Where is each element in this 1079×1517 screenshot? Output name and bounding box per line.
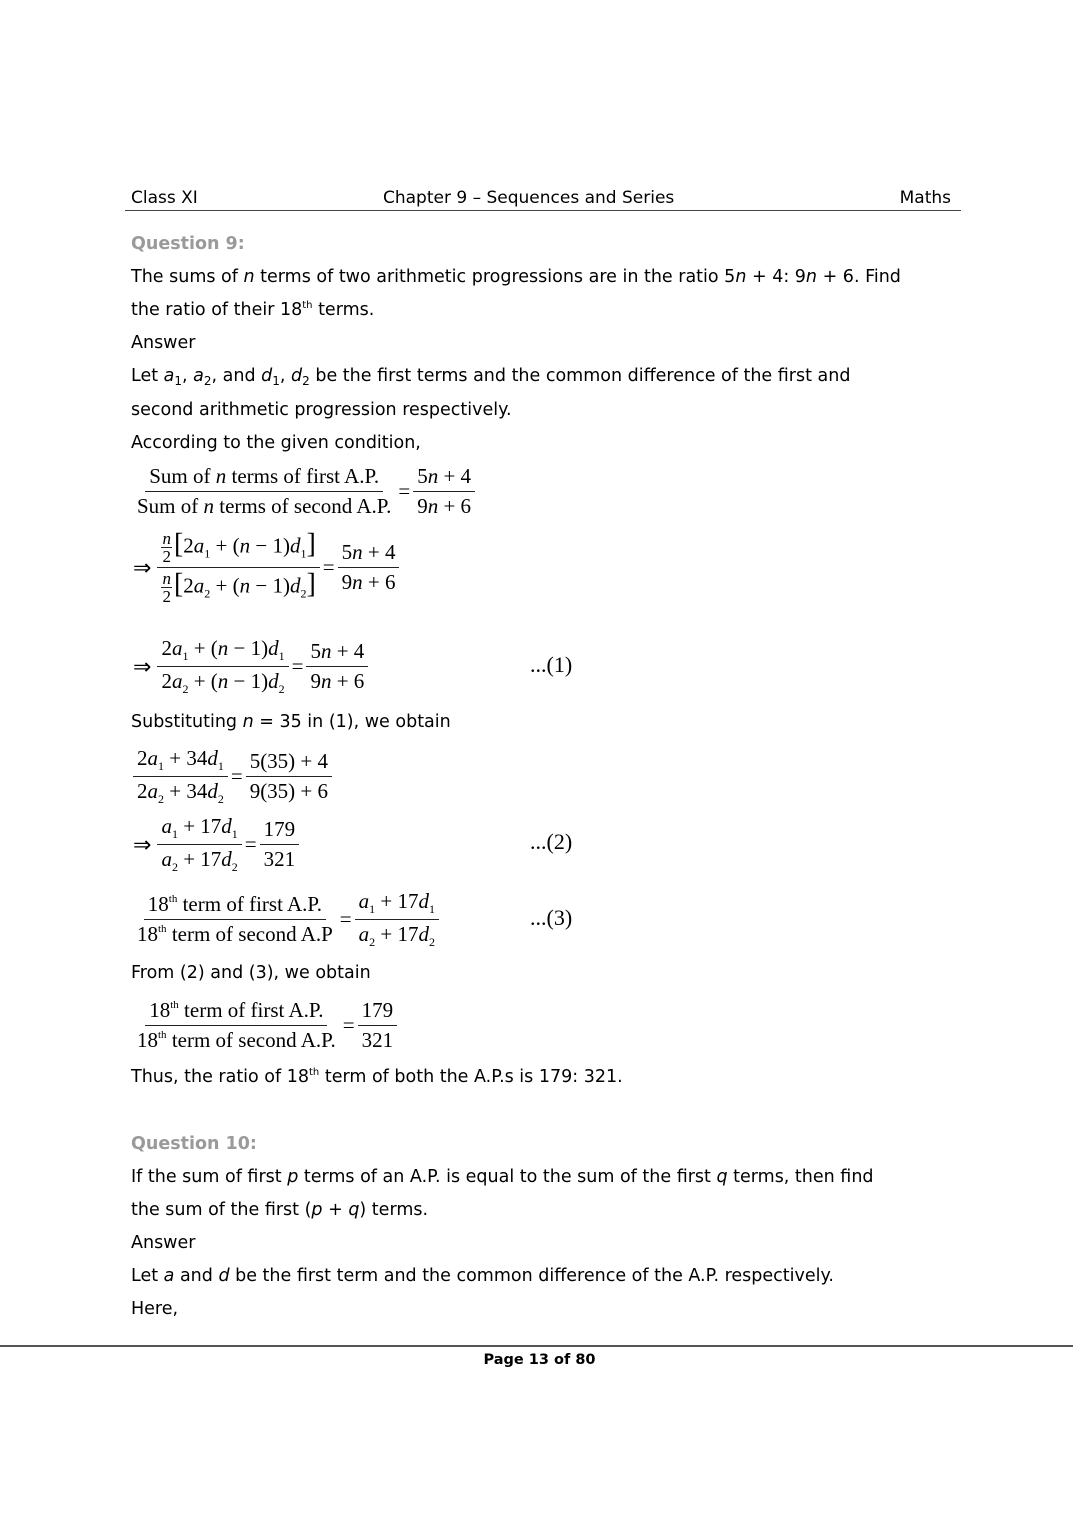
equation-tag-3: ...(3)	[530, 905, 573, 930]
question-9-text-line1: The sums of n terms of two arithmetic progressions are in the ratio 5n + 4: 9n + 6. Find	[131, 267, 901, 287]
footer-divider	[0, 1345, 1073, 1347]
answer-condition: According to the given condition,	[131, 433, 421, 453]
chapter-title: Chapter 9 – Sequences and Series	[383, 188, 675, 208]
question-9-heading: Question 9:	[131, 234, 245, 254]
answer-let-line2: second arithmetic progression respectively.	[131, 400, 512, 420]
question-10-heading: Question 10:	[131, 1134, 257, 1154]
question-10-text-line1: If the sum of first p terms of an A.P. is equal to the sum of the first q terms, then find	[131, 1167, 874, 1187]
equation-substituted: $\frac{2a_1 + 34d_1}{2a_2 + 34d_2}$ = $\frac{5(35) + 4}{9(35) + 6}$	[133, 746, 332, 807]
page-header	[125, 186, 961, 211]
equation-tag-1: ...(1)	[530, 652, 573, 677]
equation-ratio-of-sums: $\frac{\text{Sum of n terms of first A.P.}}{\text{Sum of n terms of second A.P.}}$ = $\frac{5n + 4}{9n + 6}$	[133, 464, 475, 519]
conclusion-text: Thus, the ratio of 18th term of both the A.P.s is 179: 321.	[131, 1067, 623, 1087]
answer-label: Answer	[131, 333, 196, 353]
equation-sum-formula: ⇒ $\frac{n}{2}$ $[2a_1 + (n - 1)d_1]$ $\frac{n}{2}$ $[2a_2 + (n - 1)d_2]$ = $\frac{5n + 4}{9n + 6}$	[133, 530, 399, 605]
equation-tag-2: ...(2)	[530, 829, 573, 854]
equation-result: $\frac{18^{th} term of first A.P.}{18^{th} term of second A.P.}$ = $\frac{179}{321}$	[133, 998, 397, 1053]
page-number: Page 13 of 80	[483, 1352, 596, 1368]
equation-1: ⇒ $\frac{2a_1 + (n - 1)d_1}{2a_2 + (n - 1)d_2}$ = $\frac{5n + 4}{9n + 6}$	[133, 636, 368, 697]
subject-label: Maths	[899, 188, 951, 208]
equation-3: $\frac{18^{th} term of first A.P.}{18^{th} term of second A.P}$ = $\frac{a_1 + 17d_1}{a_2 + 17d_2}$	[133, 889, 439, 950]
equation-2: ⇒ $\frac{a_1 + 17d_1}{a_2 + 17d_2}$ = $\frac{179}{321}$	[133, 814, 299, 875]
class-label: Class XI	[131, 188, 198, 208]
substitution-text: Substituting n = 35 in (1), we obtain	[131, 712, 451, 732]
answer-10-let-line: Let a and d be the first term and the common difference of the A.P. respectively.	[131, 1266, 834, 1286]
answer-label-10: Answer	[131, 1233, 196, 1253]
question-10-text-line2: the sum of the first (p + q) terms.	[131, 1200, 429, 1220]
answer-10-here: Here,	[131, 1299, 179, 1319]
from-line: From (2) and (3), we obtain	[131, 963, 371, 983]
question-9-text-line2: the ratio of their 18th terms.	[131, 300, 375, 320]
answer-let-line1: Let $a_1$, $a_2$, and $d_1$, $d_2$ be the first terms and the common difference of the first and	[131, 366, 851, 388]
